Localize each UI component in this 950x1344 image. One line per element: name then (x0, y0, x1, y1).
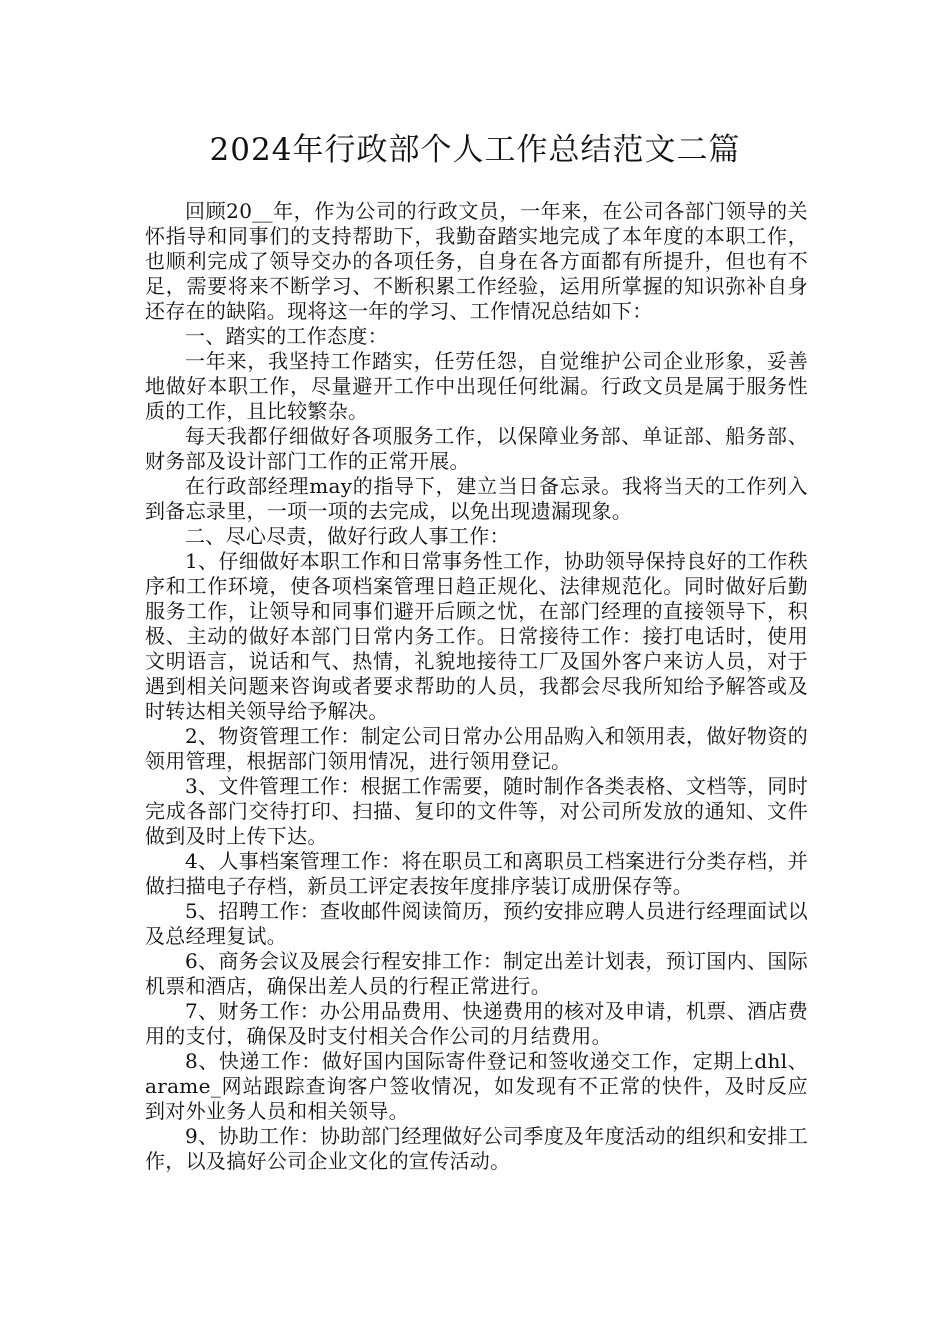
section-heading-1: 一、踏实的工作态度： (185, 324, 388, 348)
list-item: 1、仔细做好本职工作和日常事务性工作，协助领导保持良好的工作秩序和工作环境，使各项档案管理日趋正规化、法律规范化。同时做好后勤服务工作，让领导和同事们避开后顾之忧，在部门经理的直接领导下，积极、主动的做好本部门日常内务工作。日常接待工作：接打电话时，使用文明语言，说话和气、热情，礼貌地接待工厂及国外客户来访人员，对于遇到相关问题来咨询或者要求帮助的人员，我都会尽我所知给予解答或及时转达相关领导给予解决。 (145, 549, 808, 723)
paragraph: 每天我都仔细做好各项服务工作，以保障业务部、单证部、船务部、财务部及设计部门工作的正常开展。 (145, 424, 808, 473)
document-title: 2024年行政部个人工作总结范文二篇 (209, 132, 741, 168)
list-item: 9、协助工作：协助部门经理做好公司季度及年度活动的组织和安排工作，以及搞好公司企业文化的宣传活动。 (145, 1124, 808, 1173)
list-item: 4、人事档案管理工作：将在职员工和离职员工档案进行分类存档，并做扫描电子存档，新员工评定表按年度排序装订成册保存等。 (145, 849, 808, 898)
list-item: 5、招聘工作：查收邮件阅读简历，预约安排应聘人员进行经理面试以及总经理复试。 (145, 899, 808, 948)
list-item: 7、财务工作：办公用品费用、快递费用的核对及申请，机票、酒店费用的支付，确保及时支付相关合作公司的月结费用。 (145, 999, 808, 1048)
section-heading-2: 二、尽心尽责，做好行政人事工作： (185, 524, 510, 548)
paragraph: 在行政部经理may的指导下，建立当日备忘录。我将当天的工作列入到备忘录里，一项一项的去完成，以免出现遗漏现象。 (145, 474, 808, 523)
list-item: 6、商务会议及展会行程安排工作：制定出差计划表，预订国内、国际机票和酒店，确保出差人员的行程正常进行。 (145, 949, 808, 998)
list-item: 3、文件管理工作：根据工作需要，随时制作各类表格、文档等，同时完成各部门交待打印、扫描、复印的文件等，对公司所发放的通知、文件做到及时上传下达。 (145, 774, 808, 848)
document-body (145, 199, 808, 1174)
paragraph-intro: 回顾20__年，作为公司的行政文员，一年来，在公司各部门领导的关怀指导和同事们的支持帮助下，我勤奋踏实地完成了本年度的本职工作，也顺利完成了领导交办的各项任务，自身在各方面都有所提升，但也有不足，需要将来不断学习、不断积累工作经验，运用所掌握的知识弥补自身还存在的缺陷。现将这一年的学习、工作情况总结如下： (145, 199, 808, 323)
list-item: 2、物资管理工作：制定公司日常办公用品购入和领用表，做好物资的领用管理，根据部门领用情况，进行领用登记。 (145, 724, 808, 773)
list-item: 8、快递工作：做好国内国际寄件登记和签收递交工作，定期上dhl、arame_网站跟踪查询客户签收情况，如发现有不正常的快件，及时反应到对外业务人员和相关领导。 (145, 1049, 808, 1123)
paragraph: 一年来，我坚持工作踏实，任劳任怨，自觉维护公司企业形象，妥善地做好本职工作，尽量避开工作中出现任何纰漏。行政文员是属于服务性质的工作，且比较繁杂。 (145, 349, 808, 423)
